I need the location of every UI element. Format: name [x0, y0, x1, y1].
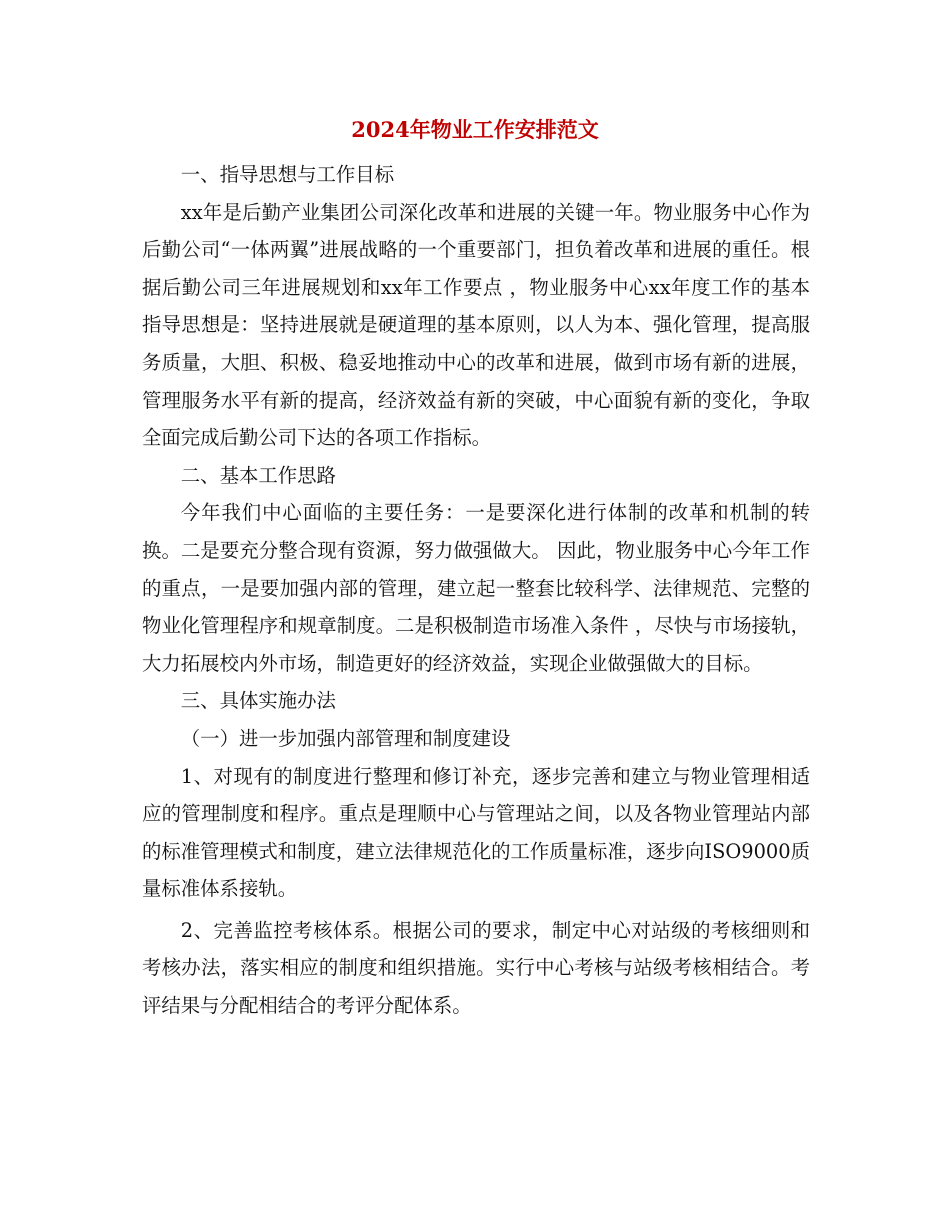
- document-title: 2024年物业工作安排范文: [351, 117, 599, 142]
- paragraph-item-2: 2、完善监控考核体系。根据公司的要求，制定中心对站级的考核细则和考核办法，落实相应的制度和组织措施。实行中心考核与站级考核相结合。考评结果与分配相结合的考评分配体系。: [142, 918, 810, 1018]
- paragraph-work-approach: 今年我们中心面临的主要任务：一是要深化进行体制的改革和机制的转换。二是要充分整合现有资源，努力做强做大。 因此，物业服务中心今年工作的重点，一是要加强内部的管理，建立起一整套比较科学、法律规范、完整的物业化管理程序和规章制度。二是积极制造市场准入条件 ，尽快与市场接轨，大力拓展校内外市场，制造更好的经济效益，实现企业做强做大的目标。: [142, 501, 810, 675]
- subsection-heading-1: （一）进一步加强内部管理和制度建设: [180, 726, 511, 750]
- document-body: [142, 156, 810, 1025]
- paragraph-guiding-thought: xx年是后勤产业集团公司深化改革和进展的关键一年。物业服务中心作为后勤公司“一体两翼”进展战略的一个重要部门，担负着改革和进展的重任。根据后勤公司三年进展规划和xx年工作要点 ，物业服务中心xx年度工作的基本指导思想是：坚持进展就是硬道理的基本原则，以人为本、强化管理，提高服务质量，大胆、积极、稳妥地推动中心的改革和进展，做到市场有新的进展，管理服务水平有新的提高，经济效益有新的突破，中心面貌有新的变化，争取全面完成后勤公司下达的各项工作指标。: [142, 200, 810, 450]
- section-heading-3: 三、具体实施办法: [180, 689, 336, 713]
- section-heading-1: 一、指导思想与工作目标: [180, 163, 395, 186]
- section-heading-2: 二、基本工作思路: [180, 463, 336, 487]
- paragraph-item-1: 1、对现有的制度进行整理和修订补充，逐步完善和建立与物业管理相适应的管理制度和程序。重点是理顺中心与管理站之间，以及各物业管理站内部的标准管理模式和制度，建立法律规范化的工作质量标准，逐步向ISO9000质量标准体系接轨。: [142, 764, 810, 901]
